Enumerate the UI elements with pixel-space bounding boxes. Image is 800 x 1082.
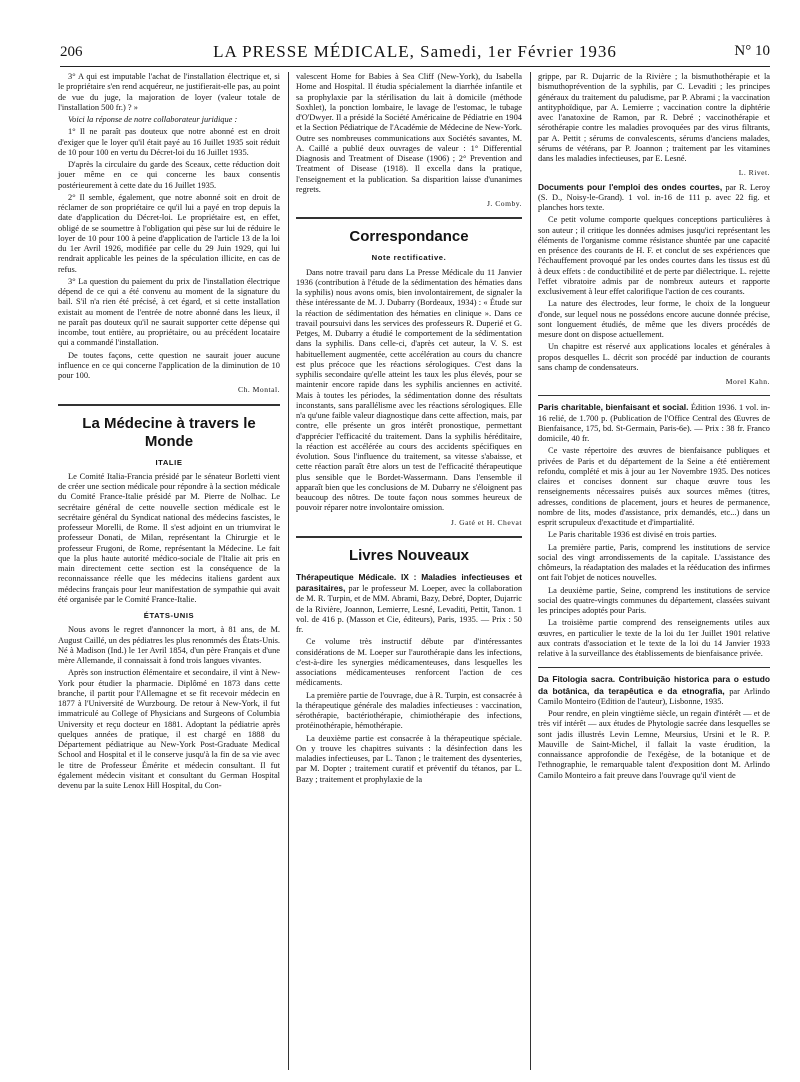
signature: L. Rivet. — [738, 168, 770, 178]
column-1 — [58, 72, 280, 793]
paragraph: Le Comité Italia-Francia présidé par le sénateur Borletti vient de créer une section médicale pour répondre à la section médicale du Comité France-Italie présidé par M. Pierre de Nolhac. Le secrétaire général de cette nouvelle section médicale est le secrétaire général du Syndicat national des médecins fascistes, le professeur Morelli, de Rome. Il s'est adjoint en un triumvirat le professeur Donati, de Milan, représentant la Chirurgie et le professeur Frugoni, de Rome, représentant la Médecine. Le fait que la plus haute autorité médico-sociale de l'Italie ait pris en main directement cette section est la conséquence de la reconnaissance réelle que les médecins italiens gardent aux médecins français pour leur manifestation de sympathie qui avait été organisée par le Comité France-Italie. — [58, 471, 280, 604]
page-header — [60, 40, 770, 67]
journal-title: LA PRESSE MÉDICALE, Samedi, 1er Février 1936 — [213, 42, 617, 61]
paragraph: 1° Il ne paraît pas douteux que notre abonné est en droit d'exiger que le loyer qu'il était payé au 16 Juillet 1935 soit réduit de 10 pour 100 en vertu du Décret-loi du 16 Juillet 1935. — [58, 127, 280, 157]
subsection-title: Note rectificative. — [371, 253, 447, 263]
book-title: Thérapeutique Médicale. IX : Maladies infectieuses et parasitaires, — [296, 571, 522, 593]
paragraph: Le Paris charitable 1936 est divisé en trois parties. — [548, 530, 717, 540]
paragraph: Ce volume très instructif débute par d'intéressantes considérations de M. Loeper sur l'aurothérapie dans les infections, c'est-à-dire les synergies médicamenteuses, dans lesquelles les associations médicamenteuses renforcent l'action de ces médicaments. — [296, 637, 522, 688]
book-entry — [538, 182, 770, 214]
paragraph: Un chapitre est réservé aux applications locales et générales à propos desquelles L. décrit son procédé par induction de courants sans champ de condensateurs. — [538, 342, 770, 372]
paragraph: D'après la circulaire du garde des Sceaux, cette réduction doit jouer même en ce qui concerne les baux consentis postérieurement à cette date du 16 Juillet 1935. — [58, 160, 280, 190]
paragraph: Ce vaste répertoire des œuvres de bienfaisance publiques et privées de Paris et du département de la Seine a été entièrement refondu, complété et mis à jour au 1er Novembre 1935. Des notices claires et concises donnent sur chaque œuvre tous les renseignements nécessaires puisés aux sources mêmes (titres, adresses, conditions de placement, jours et heures de permanence, nombre de lits, modes d'assistance, prix demandés, etc...) dans un esprit scrupuleux d'exactitude et d'impartialité. — [538, 446, 770, 527]
subsection-title: ITALIE — [155, 457, 183, 467]
paragraph: La troisième partie comprend des renseignements utiles aux œuvres, en particulier le texte de la loi du 1er Juillet 1901 relative aux contrats d'association et le texte de la loi du 14 Janvier 1933 relative à la surveillance des établissements de bienfaisance privée. — [538, 618, 770, 658]
paragraph: valescent Home for Babies à Sea Cliff (New-York), du Isabella Home and Hospital. Il étudia spécialement la diarrhée infantile et sa prophylaxie par la stérilisation du lait à domicile (méthode Soxhlet), la ponction lombaire, le lavage de l'estomac, le tubage d'O'Dwyer. Il a présidé la Société Américaine de Pédiatrie en 1904 et la Section Pédiatrique de l'Académie de Médecine de New-York. Outre ses nombreuses communications aux Sociétés savantes, M. A. Caillé a publié deux ouvrages de valeur : 1° Differential Diagnosis and Treatment of Disease (1906) ; 2° Prevention and Treatment of Disease (1918). Il excella dans la pratique, l'enseignement et la publication. Sa disparition laisse d'unanimes regrets. — [296, 72, 522, 194]
paragraph: 2° Il semble, également, que notre abonné soit en droit de réclamer de son propriétaire ce qu'il lui a payé en trop depuis la date d'application du Décret-loi. Le propriétaire est, en effet, obligé de se soumettre à l'obligation qui pèse sur lui de réduire le loyer de 10 pour 100 à peine d'application de l'article 13 de la loi du 1er Avril 1926, modifiée par celle du 29 Juin 1929, qui lui rendrait applicable les peines de la spéculation illicite, en cas de refus. — [58, 192, 280, 274]
book-title: Paris charitable, bienfaisant et social. — [538, 402, 689, 413]
issue-number: N° 10 — [734, 43, 770, 59]
book-meta: par Arlindo Camilo Monteiro (Edition de l'auteur), Lisbonne, 1935. — [538, 686, 770, 706]
book-entry — [538, 674, 770, 707]
paragraph: Nous avons le regret d'annoncer la mort, à 81 ans, de M. August Caillé, un des pédiatres les plus renommés des États-Unis. Né à Madison (Ind.) le 1er Avril 1854, d'un père Français et d'une mère Allemande, il connaissait à fond trois langues vivantes. — [58, 625, 280, 665]
section-rule — [296, 217, 522, 219]
book-meta: par le professeur M. Loeper, avec la collaboration de M. R. Turpin, et de MM. Abrami, Bazy, Debré, Dopter, Dujarric de la Rivière, Joannon, Lemierre, Lesné, Levaditi, Pettit, Tanon. 1 vol. de 416 p. (Masson et Cie, éditeurs), Paris, 1935. — Prix : 50 fr. — [296, 584, 523, 634]
paragraph: Pour rendre, en plein vingtième siècle, un regain d'intérêt — et de très vif intérêt — aux études de Phytologie sacrée dans lesquelles se sont jadis illustrés Levin Lemne, Meursius, Ursini et le R. P. Mauville de Saint-Michel, il fallait la vaste érudition, la connaissance approfondie de l'exégèse, de la botanique et de l'ethnographie, le remarquable talent d'exposition dont M. Arlindo Camilo Monteiro a fait preuve dans l'ouvrage qu'il vient de — [538, 709, 770, 780]
paragraph: La première partie de l'ouvrage, due à R. Turpin, est consacrée à la thérapeutique générale des maladies infectieuses : vaccination, sérothérapie, bactériothérapie, chimiothérapie des infections, protéinothérapie, hémothérapie. — [296, 690, 522, 731]
signature: J. Gaté et H. Chevat — [450, 517, 522, 527]
signature: J. Comby. — [486, 199, 522, 208]
paragraph: La deuxième partie est consacrée à la thérapeutique spéciale. On y trouve les chapitres suivants : la désinfection dans les maladies infectieuses, par L. Tanon ; le traitement des dysenteries, par M. Dopter ; traitement curatif et préventif du tétanos, par L. Bazy ; traitement et prophylaxie de la — [296, 733, 522, 784]
paragraph: De toutes façons, cette question ne saurait jouer aucune influence en ce qui concerne l'application de la diminution de 10 pour 100. — [58, 350, 280, 380]
section-rule — [296, 536, 522, 538]
column-2 — [296, 72, 522, 787]
section-rule — [538, 667, 770, 668]
book-title: Documents pour l'emploi des ondes courtes, — [538, 181, 723, 192]
section-title: Livres Nouveaux — [348, 546, 470, 564]
section-title: Correspondance — [349, 228, 469, 246]
paragraph: 3° A qui est imputable l'achat de l'installation électrique et, si le propriétaire s'en rend acquéreur, ne justifierait-elle pas, au point de vue du juge, la majoration de loyer (valeur totale de l'installation 500 fr.) ? » — [58, 72, 280, 112]
book-meta: Édition 1936. 1 vol. in-16 relié, de 1.700 p. (Publication de l'Office Central des Œuvres de Bienfaisance, 175, bd. St-Germain, Paris-6e). — Prix : 38 fr. Franco domicile, 40 fr. — [538, 403, 771, 443]
page-number: 206 — [60, 44, 83, 60]
paragraph: La deuxième partie, Seine, comprend les institutions de service social des quatre-vingts communes du département, classées suivant les principes adoptés pour Paris. — [538, 585, 770, 615]
section-rule — [58, 404, 280, 406]
book-meta: par R. Leroy (S. D., Noisy-le-Grand). 1 vol. in-16 de 111 p. avec 22 fig. et planches hors texte. — [538, 182, 771, 212]
column-divider — [530, 72, 531, 1070]
paragraph: Dans notre travail paru dans La Presse Médicale du 11 Janvier 1936 (contribution à l'étude de la sédimentation des hématies dans la syphilis) nous avons omis, bien involontairement, de signaler la thèse intéressante de M. J. Dubarry (Bordeaux, 1934) : « Étude sur la réaction de sédimentation des hématies en clinique ». Dans ce travail poursuivi dans les services des professeurs R. Duperié et G. Petges, M. Dubarry a étudié le comportement de la sédimentation dans la syphilis. Dans celle-ci, d'après cet auteur, la V. S. est habituellement augmentée, cette accélération au cours du chancre est plus précoce que les réactions sérologiques. C'est dans la syphilis secondaire qu'elle atteint les taux les plus élevés, pour se maintenir encore rapide dans les syphilis anciennes en activité. Mais à toutes les périodes, la sédimentation donne des résultats inconstants, sans parallélisme avec les réactions sérologiques. Elle n'a qu'une faible valeur diagnostique dans cette affection, mais, par contre, elle présente un gros intérêt pronostique, permettant d'apprécier l'efficacité du traitement. Dans la syphilis héréditaire, la réaction est accélérée au cours des accidents spécifiques en évolution. Sous l'influence du traitement, sa vitesse s'abaisse, et cette réaction paraît être alors un test de l'efficacité thérapeutique plus sensible que le Bordet-Wassermann. Dans l'ensemble il apparaît bien que les conclusions de M. Dubarry ne s'éloignent pas beaucoup des nôtres. De toute façon nous sommes heureux de pouvoir réparer notre involontaire omission. — [296, 267, 522, 513]
section-title: La Médecine à travers le Monde — [82, 414, 256, 450]
column-divider — [288, 72, 289, 1070]
section-rule — [538, 395, 770, 396]
signature: Morel Kahn. — [725, 377, 770, 386]
paragraph: La nature des électrodes, leur forme, le choix de la longueur d'onde, sur lequel nous ne possédons encore aucune donnée précise, sont longuement étudiés, de même que les divers procédés de mesure dont on dispose actuellement. — [538, 299, 770, 339]
paragraph: 3° La question du paiement du prix de l'installation électrique dépend de ce qui a été convenu au moment de la signature du bail. S'il n'a rien été précisé, à cet égard, et si cette installation existait au moment de l'entrée de notre abonné dans les lieux, il ne paraît pas douteux qu'il ne saurait supporter cette dépense qui incombe, tout entière, au propriétaire, ou au précédent locataire qui a commandé l'installation. — [58, 276, 280, 348]
book-entry — [296, 572, 522, 636]
paragraph: Après son instruction élémentaire et secondaire, il vint à New-York pour étudier la pharmacie. Diplômé en 1873 dans cette branche, il partit pour l'Allemagne et se fit recevoir médecin en 1877 à l'Université de Wurzbourg. De retour à New-York, il fut immatriculé au College of Physicians and Surgeons of Columbia University et reçu docteur en 1881. Adoptant la pédiatrie après quelques années de pratique, il est chargé en 1888 du Département pédiatrique au New-York Post-Graduate Medical School and Hospital et il le conserve jusqu'à la fin de sa vie avec le titre de Professeur Émérite et médecin consultant. Il fut également médecin visitant et consultant du German Hospital devenu par la suite Lenox Hill Hospital, du Con- — [58, 668, 280, 790]
book-entry — [538, 402, 770, 444]
paragraph: Ce petit volume comporte quelques conceptions particulières à son auteur ; il critique les données admises jusqu'ici représentant les éléments de l'organisme comme résistance shuntée par une capacité en présence des courants de H. F. et conclut de ses expériences que l'échauffement provoqué par les ondes courtes dans les tissus est dû à deux effets : de conductibilité et de perte par diélectrique. L. rejette l'effet vibratoire admis par de nombreux auteurs et rapporte exclusivement à leur effet calorifique l'action de ces courants. — [538, 215, 770, 296]
column-3 — [538, 72, 770, 783]
signature: Ch. Montal. — [238, 385, 280, 395]
book-title: Da Fitologia sacra. Contribuição historica para o estudo da botânica, da terapêutica e da etnografia, — [538, 674, 770, 696]
subsection-title: ÉTATS-UNIS — [143, 611, 195, 620]
paragraph: La première partie, Paris, comprend les institutions de service social des vingt arrondissements de la capitale. L'assistance des chômeurs, la réadaptation des malades et la rééducation des infirmes ont fait l'objet de notices nouvelles. — [538, 542, 770, 583]
paragraph: grippe, par R. Dujarric de la Rivière ; la bismuthothérapie et la bismuthoprévention de la syphilis, par C. Levaditi ; les principes généraux du traitement du paludisme, par P. Abrami ; la vaccination antityphoïdique, par A. Lemierre ; vaccination contre la diphtérie avec l'anatoxine de Ramon, par R. Debré ; vaccinothérapie et sérothérapie contre les maladies provoquées par des virus filtrants, par A. Pettit ; sérums de convalescents, sérums d'anciens malades, sérums de vétérans, par P. Joannon ; traitement par les vitamines dans les maladies infectieuses, par E. Lesné. — [538, 72, 770, 163]
paragraph: Voici la réponse de notre collaborateur juridique : — [68, 115, 238, 124]
